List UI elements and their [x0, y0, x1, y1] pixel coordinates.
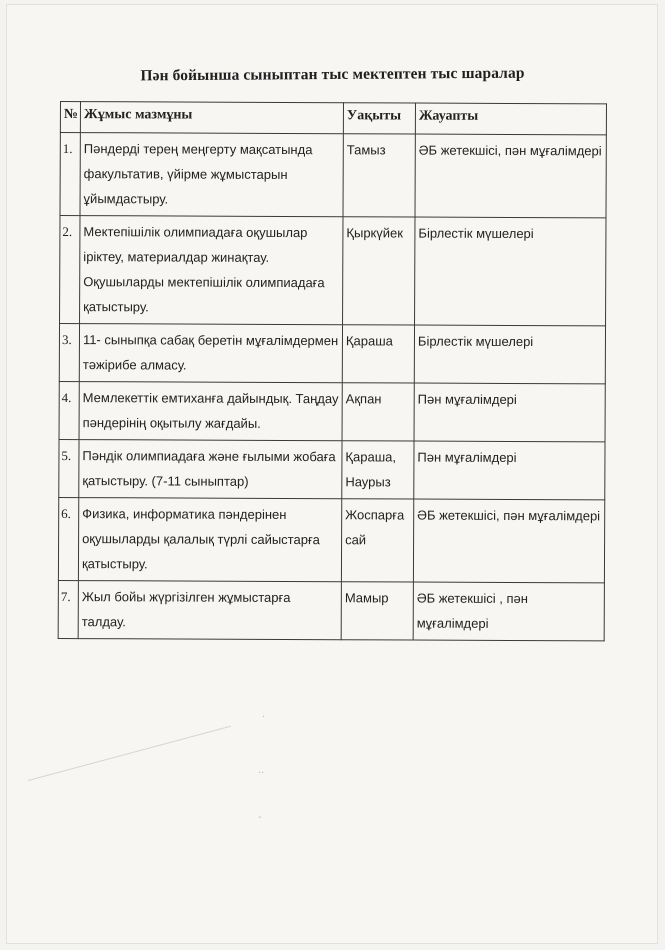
row-responsible: ӘБ жетекшісі , пән мұғалімдері [413, 582, 604, 641]
row-content: 11- сыныпқа сабақ беретін мұғалімдермен тәжірибе алмасу. [79, 324, 342, 383]
row-number: 5. [59, 439, 79, 497]
row-responsible: ӘБ жетекшісі, пән мұғалімдері [413, 499, 604, 583]
row-number: 3. [59, 324, 79, 382]
row-number: 6. [58, 497, 78, 580]
row-time: Қараша, Наурыз [342, 441, 414, 499]
row-number: 1. [60, 133, 80, 216]
row-content: Физика, информатика пәндерінен оқушыларды қалалық түрлі сайыстарға қатыстыру. [78, 498, 341, 582]
header-content: Жұмыс мазмұны [80, 102, 343, 134]
ink-smudge: - [258, 812, 262, 823]
table-row [59, 381, 605, 441]
row-time: Тамыз [343, 134, 415, 217]
table-row [58, 580, 604, 640]
table-row [58, 497, 604, 582]
table-row [59, 324, 605, 384]
row-time: Ақпан [342, 383, 414, 441]
row-content: Мектепішілік олимпиадаға оқушылар іріктеу, материалдар жинақтау. Оқушыларды мектепішілік олимпиадаға қатыстыру. [80, 216, 343, 325]
row-responsible: ӘБ жетекшісі, пән мұғалімдері [415, 134, 606, 218]
table-row [60, 216, 606, 326]
header-number: № [60, 102, 80, 133]
row-content: Пәндік олимпиадаға және ғылыми жобаға қатыстыру. (7-11 сыныптар) [79, 440, 342, 499]
row-content: Жыл бойы жүргізілген жұмыстарға талдау. [78, 581, 341, 640]
page-title: Пән бойынша сыныптан тыс мектептен тыс шаралар [140, 64, 525, 85]
row-number: 4. [59, 381, 79, 439]
row-content: Пәндерді терең меңгерту мақсатында факультатив, үйірме жұмыстарын ұйымдастыру. [80, 133, 343, 217]
row-responsible: Бірлестік мүшелері [414, 325, 605, 384]
header-time: Уақыты [343, 103, 415, 134]
table-header-row [60, 102, 606, 135]
row-time: Мамыр [341, 582, 413, 640]
row-responsible: Бірлестік мүшелері [415, 217, 606, 326]
row-responsible: Пән мұғалімдері [414, 383, 605, 442]
row-number: 2. [60, 216, 80, 324]
table-row [59, 439, 605, 499]
row-responsible: Пән мұғалімдері [414, 441, 605, 500]
row-time: Қараша [342, 325, 414, 383]
ink-smudge: ·· [258, 768, 265, 779]
table-row [60, 133, 606, 218]
row-content: Мемлекеттік емтиханға дайындық. Таңдау пәндерінің оқытылу жағдайы. [79, 382, 342, 441]
row-number: 7. [58, 580, 78, 638]
row-time: Қыркүйек [343, 217, 415, 325]
activities-table [58, 101, 607, 641]
ink-smudge: · [262, 712, 266, 723]
header-responsible: Жауапты [415, 103, 606, 135]
row-time: Жоспарға сай [341, 499, 413, 582]
